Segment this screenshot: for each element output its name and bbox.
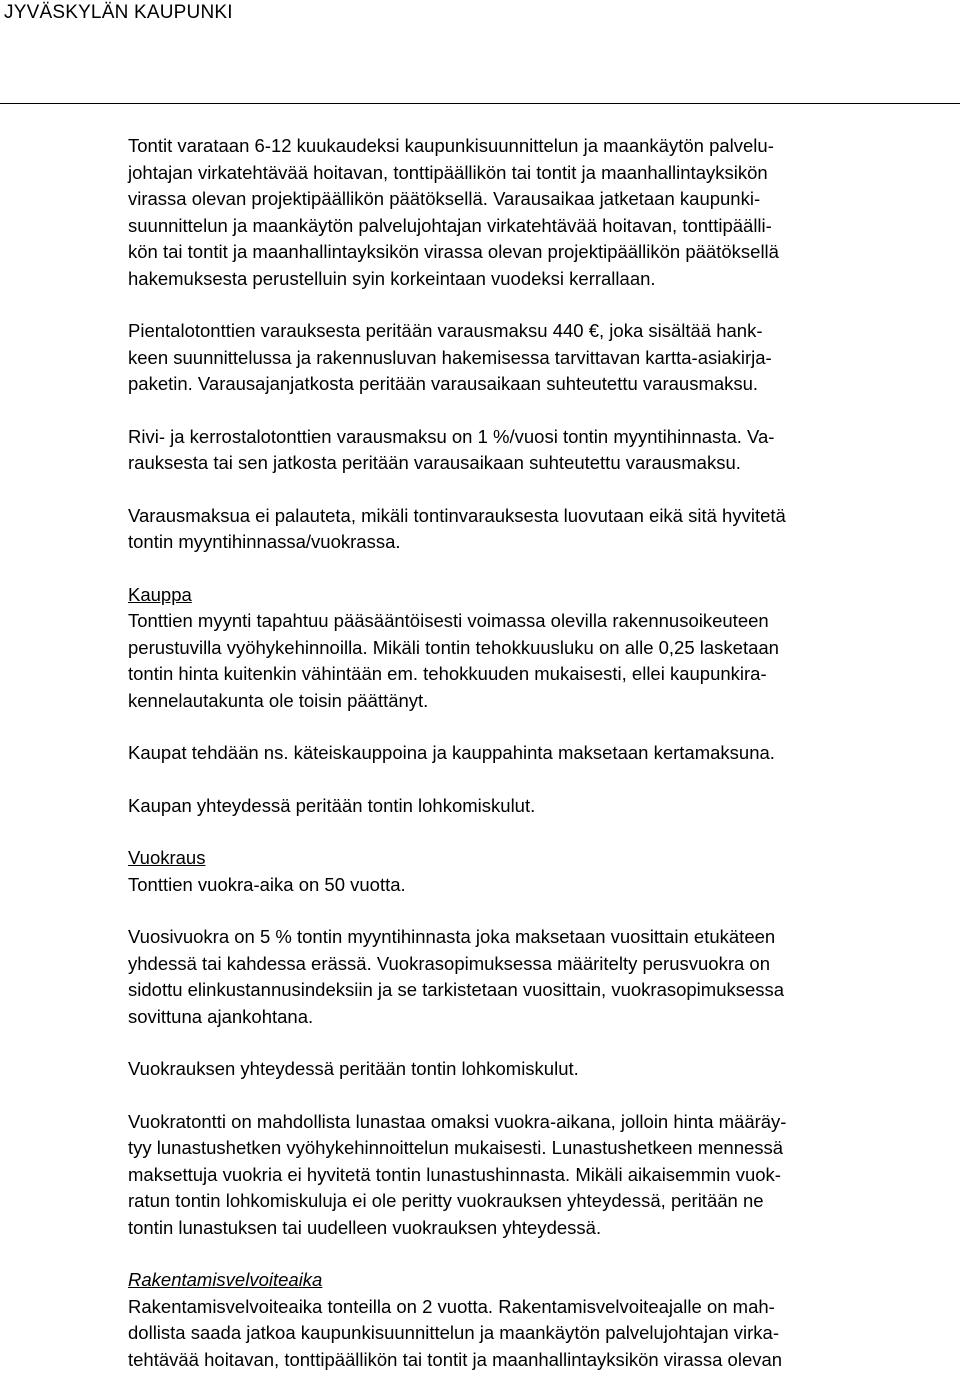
organization-name: JYVÄSKYLÄN KAUPUNKI	[4, 2, 233, 23]
text-line: rauksesta tai sen jatkosta peritään varausaikaan suhteutettu varausmaksu.	[128, 452, 741, 473]
text-line: keen suunnittelussa ja rakennusluvan hakemisessa tarvittavan kartta-asiakirja-	[128, 346, 772, 368]
text-line: Tonttien myynti tapahtuu pääsääntöisesti voimassa olevilla rakennusoikeuteen	[128, 610, 769, 631]
text-line: Kaupan yhteydessä peritään tontin lohkomiskulut.	[128, 794, 536, 816]
paragraph-reservation-period	[128, 133, 958, 292]
text-line: kön tai tontit ja maanhallintayksikön virassa olevan projektipäällikön päätöksellä	[128, 241, 779, 262]
section-heading-vuokraus: Vuokraus	[128, 847, 206, 868]
text-line: tontin hinta kuitenkin vähintään em. tehokkuuden mukaisesti, ellei kaupunkira-	[128, 663, 767, 684]
text-line: dollista saada jatkoa kaupunkisuunnittelun ja maankäytön palvelujohtajan virka-	[128, 1322, 779, 1343]
text-line: Vuokrauksen yhteydessä peritään tontin lohkomiskulut.	[128, 1058, 579, 1079]
text-line: tontin lunastuksen tai uudelleen vuokrauksen yhteydessä.	[128, 1216, 602, 1238]
paragraph-row-house-fee	[128, 424, 958, 477]
text-line: Varausmaksua ei palauteta, mikäli tontinvarauksesta luovutaan eikä sitä hyvitetä	[128, 504, 786, 526]
paragraph-sale-pricing	[128, 608, 958, 714]
text-line: tyy lunastushetken vyöhykehinnoittelun mukaisesti. Lunastushetkeen mennessä	[128, 1137, 784, 1158]
text-line: perustuvilla vyöhykehinnoilla. Mikäli tontin tehokkuusluku on alle 0,25 lasketaan	[128, 636, 779, 658]
text-line: Rivi- ja kerrostalotonttien varausmaksu on 1 %/vuosi tontin myyntihinnasta. Va-	[128, 425, 775, 447]
text-line: maksettuja vuokria ei hyvitetä tontin lunastushinnasta. Mikäli aikaisemmin vuok-	[128, 1163, 781, 1185]
text-line: yhdessä tai kahdessa erässä. Vuokrasopimuksessa määritelty perusvuokra on	[128, 952, 770, 974]
text-line: Kaupat tehdään ns. käteiskauppoina ja kauppahinta maksetaan kertamaksuna.	[128, 742, 775, 763]
text-line: Rakentamisvelvoiteaika tonteilla on 2 vuotta. Rakentamisvelvoiteajalle on mah-	[128, 1295, 775, 1317]
paragraph-cash-sale	[128, 740, 958, 767]
text-line: Tonttien vuokra-aika on 50 vuotta.	[128, 873, 406, 895]
text-line: tehtävää hoitavan, tonttipäällikön tai tontit ja maanhallintayksikön virassa olevan	[128, 1348, 783, 1370]
paragraph-lease-term	[128, 872, 958, 899]
text-line: hakemuksesta perustelluin syin korkeintaan vuodeksi kerrallaan.	[128, 267, 656, 289]
paragraph-lease-parcel-costs	[128, 1056, 958, 1083]
text-line: Pientalotonttien varauksesta peritään varausmaksu 440 €, joka sisältää hank-	[128, 320, 763, 341]
text-line: Vuokratontti on mahdollista lunastaa omaksi vuokra-aikana, jolloin hinta määräy-	[128, 1110, 787, 1132]
text-line: ratun tontin lohkomiskuluja ei ole peritty vuokrauksen yhteydessä, peritään ne	[128, 1190, 764, 1211]
text-line: Vuosivuokra on 5 % tontin myyntihinnasta joka maksetaan vuosittain etukäteen	[128, 926, 776, 947]
paragraph-no-refund	[128, 503, 958, 556]
section-heading-rakentamisvelvoiteaika: Rakentamisvelvoiteaika	[128, 1269, 323, 1290]
paragraph-redemption	[128, 1109, 958, 1242]
text-line: Tontit varataan 6-12 kuukaudeksi kaupunkisuunnittelun ja maankäytön palvelu-	[128, 135, 774, 156]
paragraph-small-house-fee	[128, 318, 958, 398]
paragraph-building-obligation	[128, 1294, 958, 1374]
text-line: sidottu elinkustannusindeksiin ja se tarkistetaan vuosittain, vuokrasopimuksessa	[128, 979, 785, 1000]
text-line: paketin. Varausajanjatkosta peritään varausaikaan suhteutettu varausmaksu.	[128, 373, 759, 394]
text-line: johtajan virkatehtävää hoitavan, tonttipäällikön tai tontit ja maanhallintayksikön	[128, 161, 768, 183]
paragraph-sale-parcel-costs	[128, 793, 958, 820]
paragraph-annual-rent	[128, 924, 958, 1030]
document-body	[128, 133, 958, 1373]
text-line: tontin myyntihinnassa/vuokrassa.	[128, 531, 401, 552]
header-divider	[0, 103, 960, 104]
text-line: sovittuna ajankohtana.	[128, 1005, 314, 1027]
text-line: kennelautakunta ole toisin päättänyt.	[128, 689, 429, 711]
text-line: suunnittelun ja maankäytön palvelujohtajan virkatehtävää hoitavan, tonttipäälli-	[128, 214, 772, 236]
text-line: virassa olevan projektipäällikön päätöksellä. Varausaikaa jatketaan kaupunki-	[128, 188, 761, 209]
section-heading-kauppa: Kauppa	[128, 583, 192, 605]
